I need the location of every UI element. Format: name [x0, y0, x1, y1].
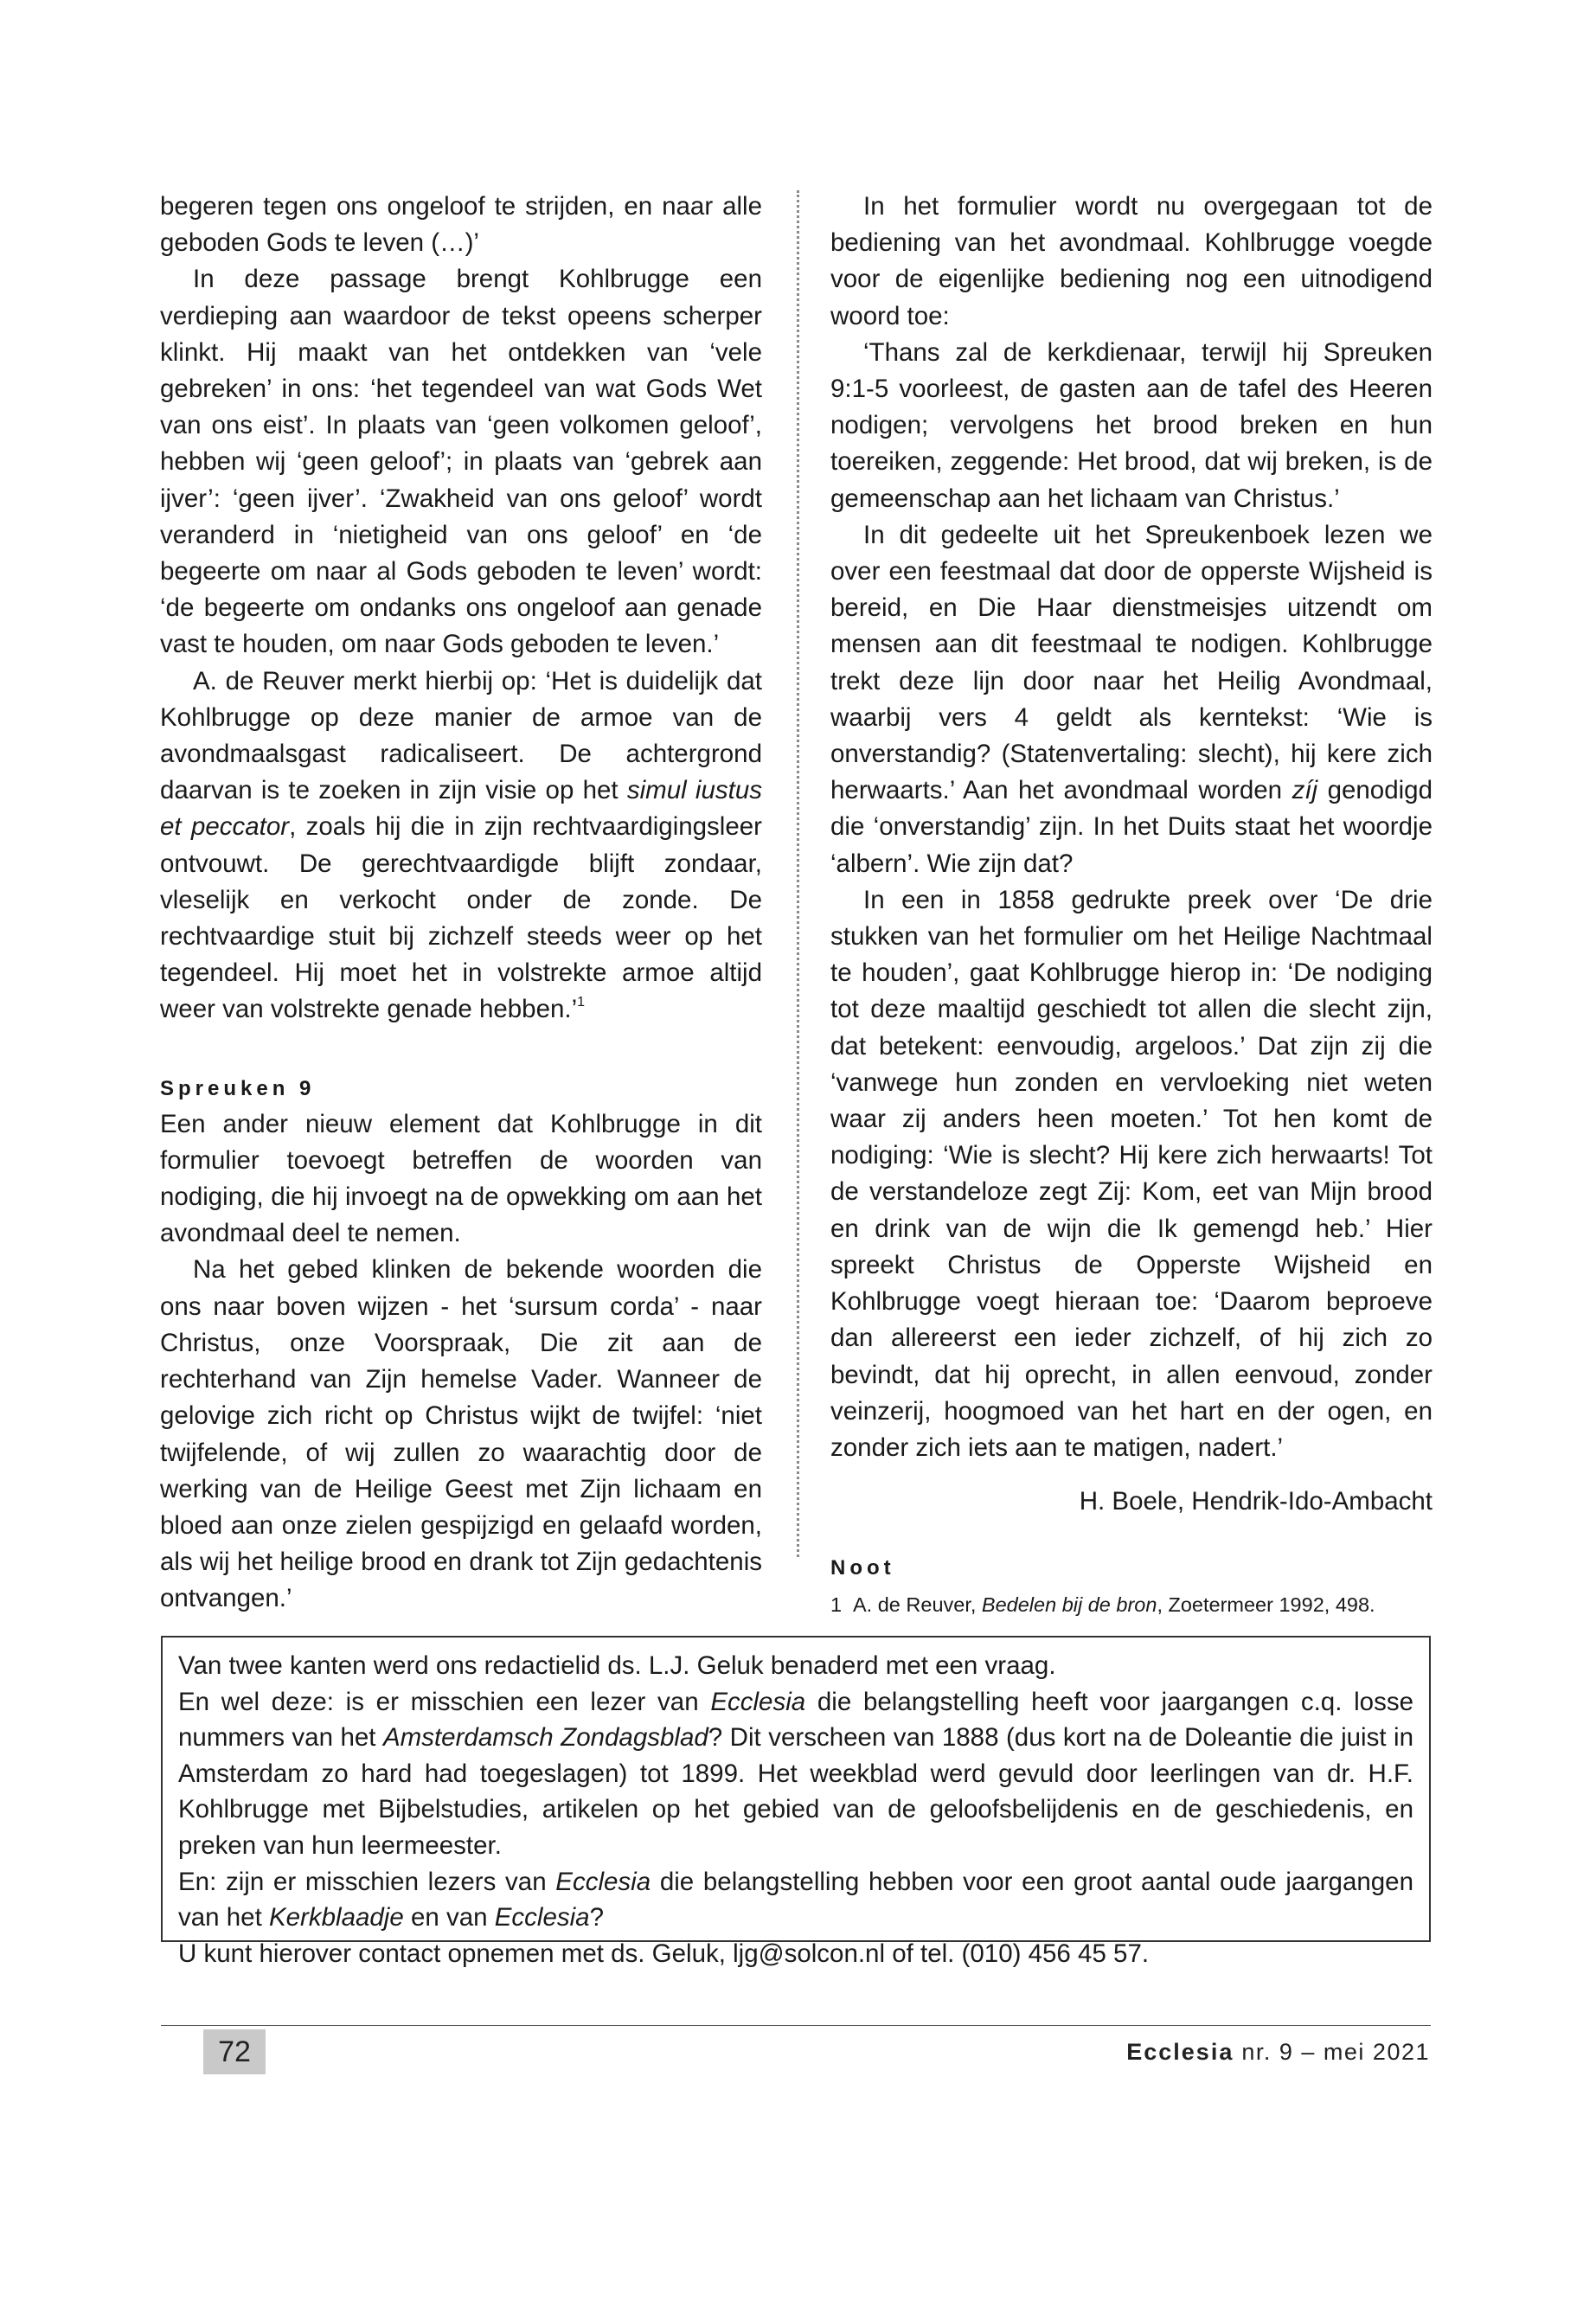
text-run: die belangstelling hebben voor een groot aantal oude jaargangen van het: [178, 1867, 1413, 1932]
text-run: In dit gedeelte uit het Spreukenboek lezen we over een feestmaal dat door de opperste Wijsheid is bereid, en Die Haar dienstmeisjes uitzendt om mensen aan dit feestmaal te nodigen. Kohlbrugge trekt deze lijn door naar het Heilig Avondmaal, waarbij vers 4 geldt als kerntekst: ‘Wie is onverstandig? (Statenvertaling: slecht), hij kere zich herwaarts.’ Aan het avondmaal worden: [830, 520, 1433, 805]
text-run: ? Dit verscheen van 1888 (dus kort na de Doleantie die juist in Amsterdam zo hard had toegeslagen) tot 1899. Het weekblad werd gevuld door leerlingen van dr. H.F. Kohlbrugge met Bijbelstudies, artikelen op het gebied van de geloofsbelijdenis en de geschiedenis, en preken van hun leermeester.: [178, 1723, 1413, 1860]
italic-text: Bedelen bij de bron: [981, 1593, 1157, 1617]
text-run: genodigd die ‘onverstandig’ zijn. In het Duits staat het woordje ‘albern’. Wie zijn dat?: [830, 776, 1433, 878]
paragraph: begeren tegen ons ongeloof te strijden, en naar alle geboden Gods te leven (…)’: [160, 192, 762, 258]
notice-contact: U kunt hierover contact opnemen met ds. Geluk, ljg@solcon.nl of tel. (010) 456 45 57.: [178, 1939, 1150, 1968]
italic-text: zíj: [1292, 776, 1318, 805]
author-signature: H. Boele, Hendrik-Ido-Ambacht: [1079, 1487, 1433, 1516]
text-run: , zoals hij die in zijn rechtvaardigingsleer ontvouwt. De gerechtvaardigde blijft zondaar, vleselijk en verkocht onder de zonde. De rechtvaardige stuit bij zichzelf steeds weer op het tegendeel. Hij moet het in volstrekte armoe altijd weer van volstrekte genade hebben.’: [160, 812, 762, 1024]
paragraph: Een ander nieuw element dat Kohlbrugge in dit formulier toevoegt betreffen de woorden van nodiging, die hij invoegt na de opwekking om aan het avondmaal deel te nemen.: [160, 1109, 762, 1248]
paragraph: ‘Thans zal de kerkdienaar, terwijl hij Spreuken 9:1-5 voorleest, de gasten aan de tafel des Heeren nodigen; vervolgens het brood breken en hun toereiken, zeggende: Het brood, dat wij breken, is de gemeenschap aan het lichaam van Christus.’: [830, 337, 1433, 513]
notes-heading: Noot: [830, 1556, 895, 1580]
italic-text: Ecclesia: [555, 1867, 651, 1896]
section-heading: Spreuken 9: [160, 1076, 316, 1100]
paragraph: Na het gebed klinken de bekende woorden die ons naar boven wijzen - het ‘sursum corda’ - naar Christus, onze Voorspraak, Die zit aan de rechterhand van Zijn hemelse Vader. Wanneer de gelovige zich richt op Christus wijkt de twijfel: ‘niet twijfelende, of wij zullen zo waarachtig door de werking van de Heilige Geest met Zijn lichaam en bloed aan onze zielen gespijzigd en gelaafd worden, als wij het heilige brood en drank tot Zijn gedachtenis ontvangen.’: [160, 1255, 762, 1613]
notice-paragraph: [178, 1864, 1413, 1936]
page-number: 72: [203, 2029, 266, 2074]
column-divider: [797, 190, 799, 1557]
notice-line: Van twee kanten werd ons redactielid ds. L.J. Geluk benaderd met een vraag.: [178, 1651, 1056, 1680]
paragraph: [160, 663, 762, 1029]
left-column: [160, 189, 762, 1618]
italic-text: simul iustus et peccator: [160, 776, 762, 842]
text-run: A. de Reuver merkt hierbij op: ‘Het is duidelijk dat Kohlbrugge op deze manier de armoe van de avondmaalsgast radicaliseert. De achtergrond daarvan is te zoeken in zijn visie op het: [160, 666, 762, 805]
footer-rule: [161, 2025, 1431, 2026]
text-run: en van: [403, 1903, 495, 1932]
text-run: En: zijn er misschien lezers van: [178, 1867, 556, 1896]
footnote-ref: 1: [577, 995, 586, 1010]
text-run: A. de Reuver,: [853, 1593, 982, 1617]
paragraph: In het formulier wordt nu overgegaan tot de bediening van het avondmaal. Kohlbrugge voegde voor de eigenlijke bediening nog een uitnodigend woord toe:: [830, 192, 1433, 330]
paragraph: [830, 517, 1433, 882]
italic-text: Ecclesia: [710, 1687, 806, 1716]
footnote-number: 1: [830, 1593, 843, 1617]
paragraph: In deze passage brengt Kohlbrugge een verdieping aan waardoor de tekst opeens scherper klinkt. Hij maakt van het ontdekken van ‘vele gebreken’ in ons: ‘het tegendeel van wat Gods Wet van ons eist’. In plaats van ‘geen volkomen geloof’, hebben wij ‘geen geloof’; in plaats van ‘gebrek aan ijver’: ‘geen ijver’. ‘Zwakheid van ons geloof’ wordt veranderd in ‘nietigheid van ons geloof’ en ‘de begeerte om naar al Gods geboden te leven’ wordt: ‘de begeerte om ondanks ons ongeloof aan genade vast te houden, om naar Gods geboden te leven.’: [160, 265, 762, 659]
notice-paragraph: [178, 1684, 1413, 1864]
text-run: , Zoetermeer 1992, 498.: [1157, 1593, 1375, 1617]
italic-text: Kerkblaadje: [268, 1903, 404, 1932]
journal-issue: [1126, 2033, 1430, 2071]
right-column: [830, 189, 1433, 1620]
journal-name: Ecclesia: [1126, 2039, 1234, 2065]
italic-text: Ecclesia: [494, 1903, 590, 1932]
notice-box: [161, 1636, 1431, 1968]
italic-text: Amsterdamsch Zondagsblad: [382, 1723, 708, 1753]
text-run: die belangstelling heeft voor jaargangen c.q. losse nummers van het: [178, 1687, 1413, 1753]
text-run: En wel deze: is er misschien een lezer van: [178, 1687, 711, 1716]
text-run: ?: [589, 1903, 605, 1932]
issue-label: nr. 9 – mei 2021: [1241, 2039, 1430, 2065]
footnote: [830, 1589, 1433, 1620]
paragraph: In een in 1858 gedrukte preek over ‘De drie stukken van het formulier om het Heilige Nachtmaal te houden’, gaat Kohlbrugge hierop in: ‘De nodiging tot deze maaltijd geschiedt tot allen die slecht zijn, dat betekent: eenvoudig, argeloos.’ Dat zijn zij die ‘vanwege hun zonden en vervloeking niet weten waar zij anders heen moeten.’ Tot hen komt de nodiging: ‘Wie is slecht? Hij kere zich herwaarts! Tot de verstandeloze zegt Zij: Kom, eet van Mijn brood en drink van de wijn die Ik gemengd heb.’ Hier spreekt Christus de Opperste Wijsheid en Kohlbrugge voegt hieraan toe: ‘Daarom beproeve dan allereerst een ieder zichzelf, of hij zich zo bevindt, dat hij oprecht, in allen eenvoud, zonder veinzerij, hoogmoed van het hart en der ogen, en zonder zich iets aan te matigen, nadert.’: [830, 885, 1433, 1462]
